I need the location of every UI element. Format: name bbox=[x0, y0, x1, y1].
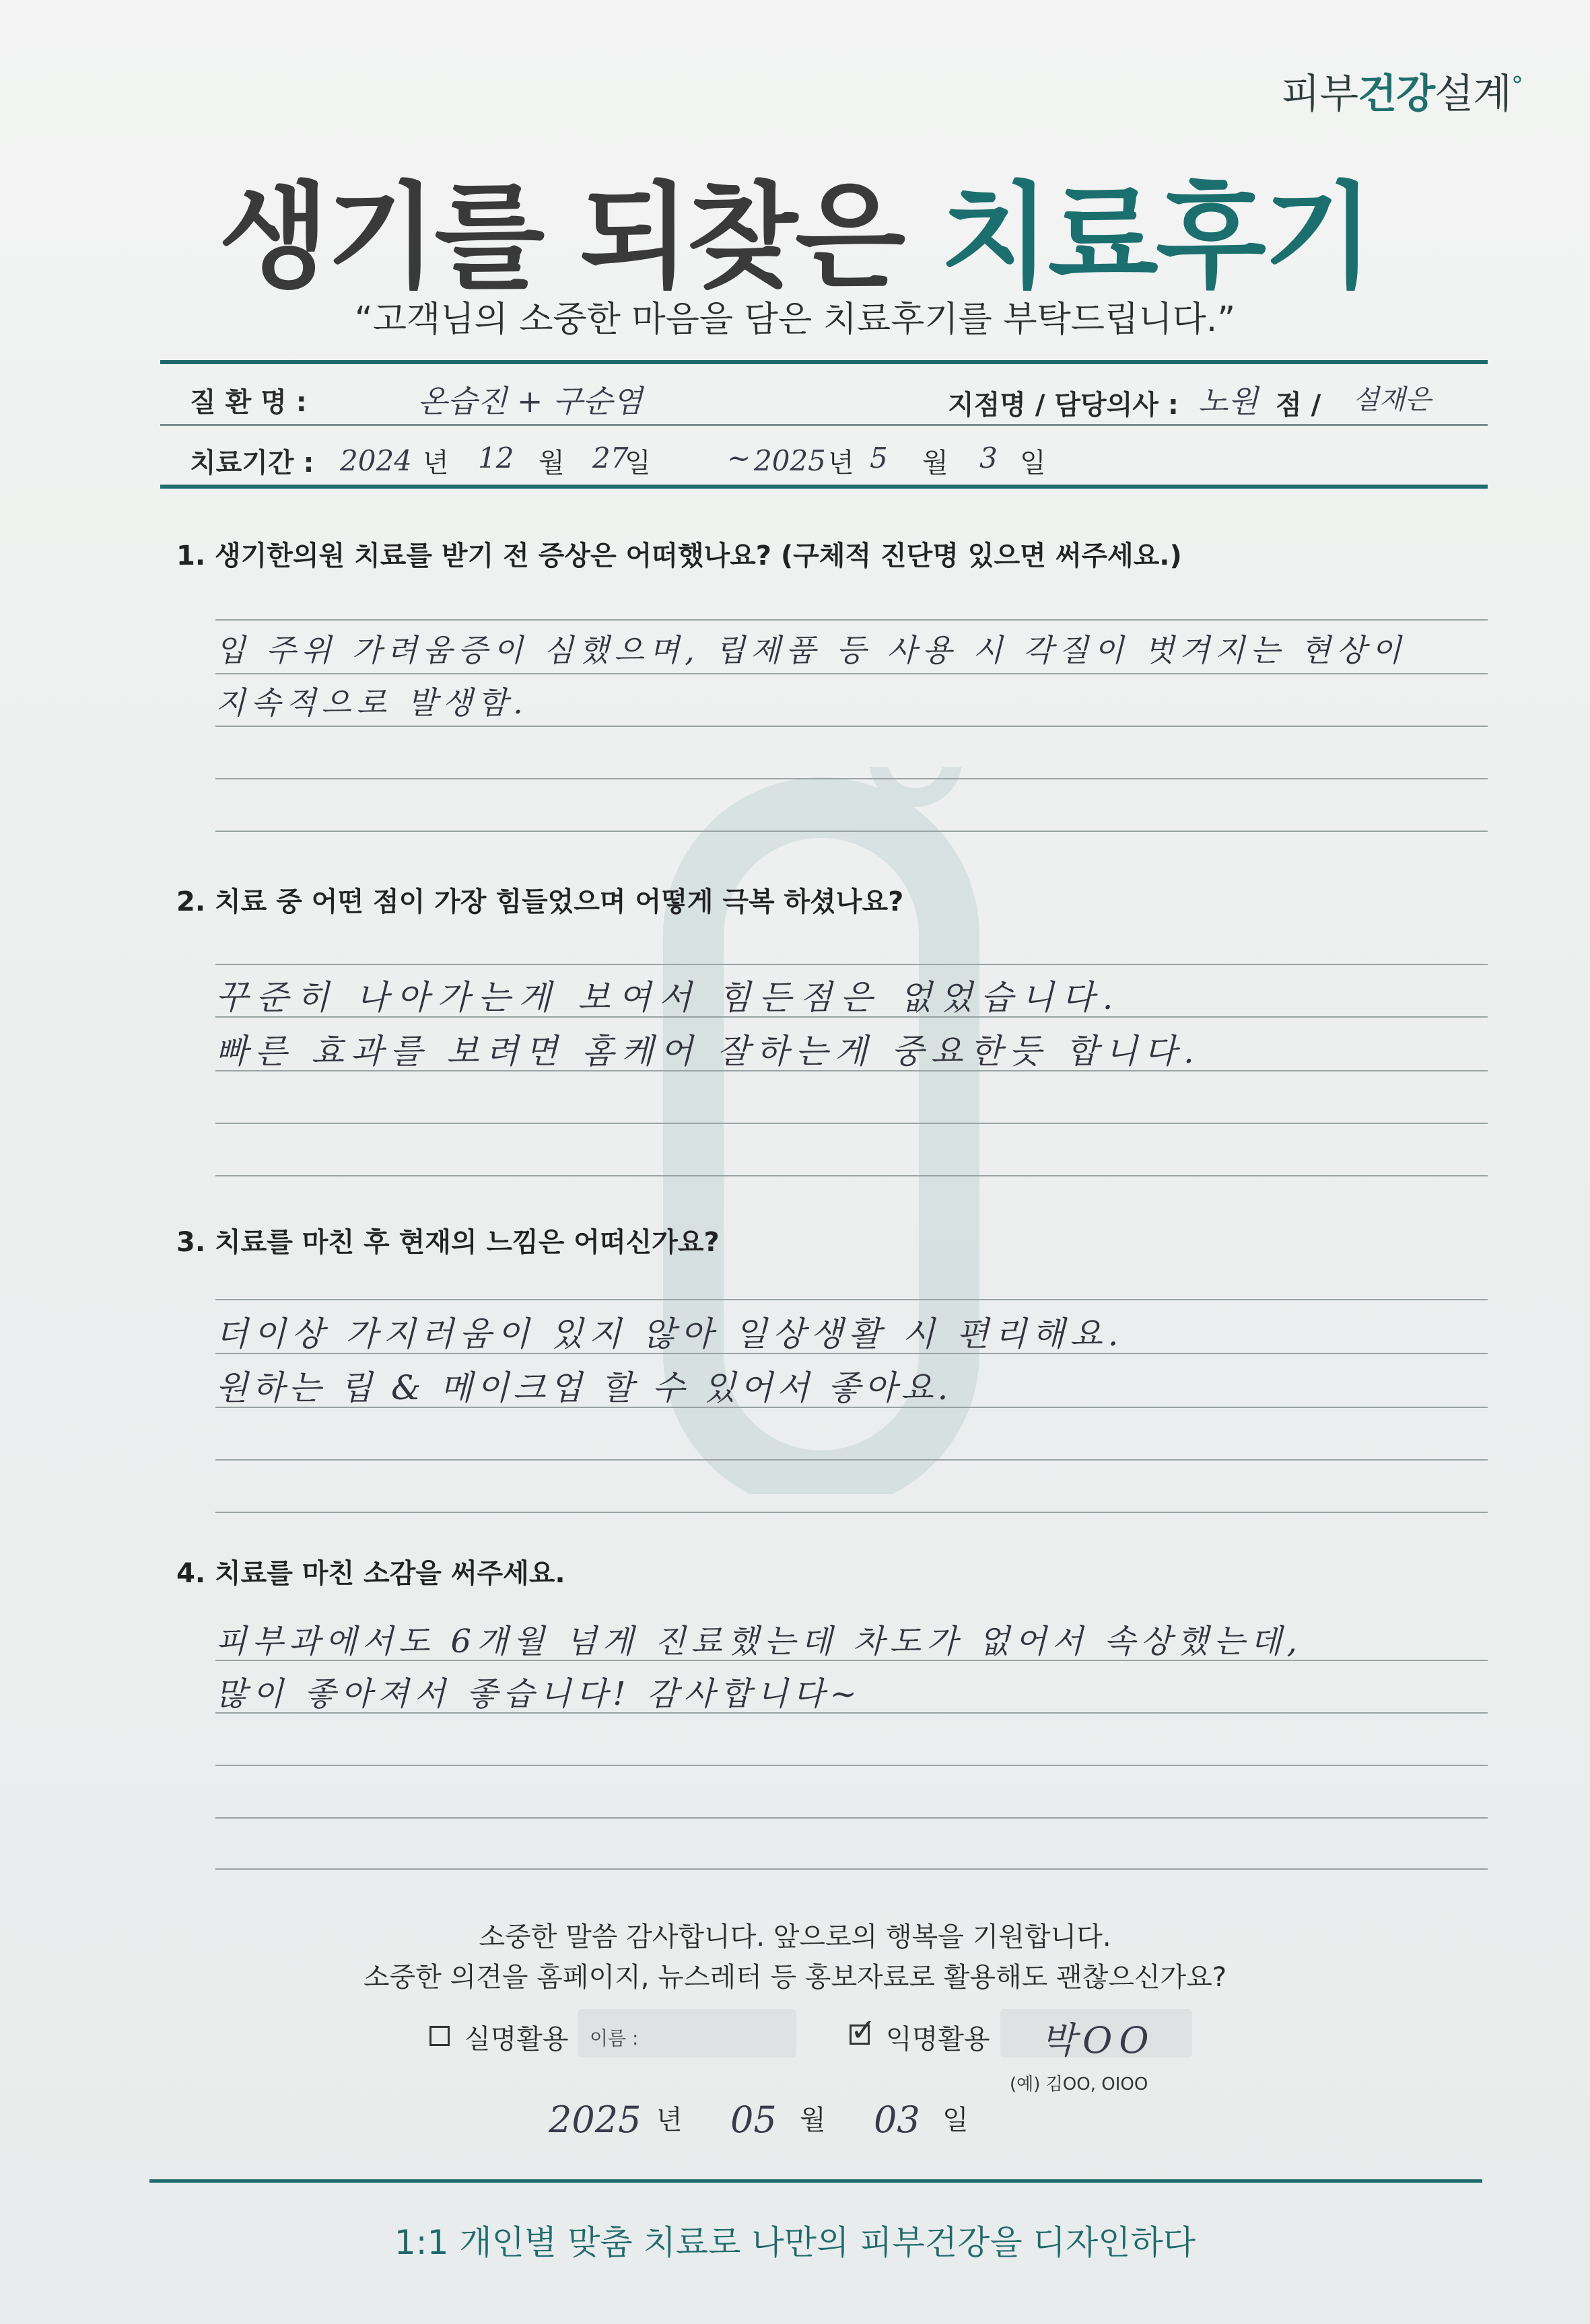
page-title bbox=[0, 145, 1590, 310]
question-2: 2. 치료 중 어떤 점이 가장 힘들었으며 어떻게 극복 하셨나요? bbox=[176, 886, 904, 917]
start-day-unit: 일 bbox=[625, 448, 651, 479]
start-month-unit: 월 bbox=[539, 448, 565, 479]
answer-3-line-2[interactable]: 원하는 립 & 메이크업 할 수 있어서 좋아요. bbox=[215, 1368, 953, 1407]
answer-line bbox=[215, 831, 1488, 832]
footer-rule bbox=[149, 2179, 1482, 2183]
anonymous-label: 익명활용 bbox=[886, 2024, 990, 2055]
end-year-unit: 년 bbox=[828, 448, 854, 479]
brand-part2: 건강 bbox=[1358, 71, 1435, 118]
answer-line bbox=[215, 1175, 1488, 1176]
start-day[interactable]: 27 bbox=[592, 442, 629, 474]
start-year-unit: 년 bbox=[423, 448, 449, 479]
start-year[interactable]: 2024 bbox=[340, 444, 412, 477]
anonymous-checkbox[interactable] bbox=[850, 2024, 870, 2045]
disease-label: 질 환 명 : bbox=[190, 387, 307, 418]
end-year[interactable]: 2025 bbox=[754, 444, 826, 477]
period-tilde: ~ bbox=[727, 442, 751, 474]
answer-3-line-1[interactable]: 더이상 가지러움이 있지 않아 일상생활 시 편리해요. bbox=[215, 1314, 1124, 1353]
answer-line bbox=[215, 964, 1488, 965]
branch-label: 지점명 / 담당의사 : bbox=[948, 390, 1179, 421]
answer-1-line-2[interactable]: 지속적으로 발생함. bbox=[215, 684, 528, 721]
name-example: (예) 김OO, OIOO bbox=[1010, 2074, 1148, 2094]
closing-thanks: 소중한 말씀 감사합니다. 앞으로의 행복을 기원합니다. bbox=[479, 1922, 1111, 1952]
answer-line bbox=[215, 1123, 1488, 1124]
answer-line bbox=[215, 1765, 1488, 1766]
name-field-placeholder: 이름 : bbox=[590, 2027, 639, 2049]
answer-2-line-1[interactable]: 꾸준히 나아가는게 보여서 힘든점은 없었습니다. bbox=[215, 978, 1121, 1017]
anonymous-name-field[interactable] bbox=[1000, 2009, 1192, 2062]
date-month[interactable]: 05 bbox=[730, 2099, 777, 2141]
end-day-unit: 일 bbox=[1020, 448, 1046, 479]
answer-line bbox=[215, 1299, 1488, 1300]
date-year-unit: 년 bbox=[656, 2105, 683, 2136]
question-4: 4. 치료를 마친 소감을 써주세요. bbox=[176, 1558, 565, 1589]
question-3: 3. 치료를 마친 후 현재의 느낌은 어떠신가요? bbox=[176, 1227, 720, 1258]
title-accent: 치료후기 bbox=[940, 171, 1372, 304]
answer-line bbox=[215, 1512, 1488, 1513]
title-main: 생기를 되찾은 bbox=[218, 171, 940, 304]
date-day[interactable]: 03 bbox=[874, 2099, 920, 2141]
branch-value[interactable]: 노원 bbox=[1198, 383, 1258, 419]
end-day[interactable]: 3 bbox=[979, 442, 998, 474]
footer-slogan: 1:1 개인별 맞춤 치료로 나만의 피부건강을 디자인하다 bbox=[394, 2223, 1196, 2262]
date-year[interactable]: 2025 bbox=[549, 2099, 642, 2141]
end-month-unit: 월 bbox=[922, 448, 948, 479]
period-label: 치료기간 : bbox=[190, 448, 314, 479]
brand-logo bbox=[1281, 62, 1523, 120]
date-day-unit: 일 bbox=[942, 2105, 969, 2136]
answer-line bbox=[215, 1459, 1488, 1460]
real-name-label: 실명활용 bbox=[464, 2024, 569, 2055]
answer-1-line-1[interactable]: 입 주위 가려움증이 심했으며, 립제품 등 사용 시 각질이 벗겨지는 현상이 bbox=[215, 632, 1407, 668]
end-month[interactable]: 5 bbox=[870, 442, 888, 474]
branch-suffix: 점 / bbox=[1276, 390, 1321, 421]
closing-consent-question: 소중한 의견을 홈페이지, 뉴스레터 등 홍보자료로 활용해도 괜찮으신가요? bbox=[363, 1962, 1227, 1993]
page-subtitle: “고객님의 소중한 마음을 담은 치료후기를 부탁드립니다.” bbox=[354, 300, 1236, 340]
real-name-checkbox[interactable] bbox=[429, 2026, 450, 2046]
name-field[interactable] bbox=[578, 2009, 796, 2057]
disease-value[interactable]: 온습진 + 구순염 bbox=[417, 383, 643, 419]
brand-part1: 피부 bbox=[1281, 71, 1358, 118]
anonymous-name-value: 박OO bbox=[1041, 2019, 1156, 2062]
brand-mark: ° bbox=[1511, 72, 1523, 100]
answer-line bbox=[215, 1817, 1488, 1819]
header-rule-top bbox=[160, 360, 1488, 364]
date-month-unit: 월 bbox=[800, 2105, 826, 2136]
start-month[interactable]: 12 bbox=[478, 442, 514, 474]
doctor-value[interactable]: 설재은 bbox=[1353, 384, 1431, 415]
brand-part3: 설계 bbox=[1435, 71, 1511, 118]
answer-4-line-1[interactable]: 피부과에서도 6개월 넘게 진료했는데 차도가 없어서 속상했는데, bbox=[215, 1623, 1303, 1660]
answer-line bbox=[215, 1868, 1488, 1870]
question-1: 1. 생기한의원 치료를 받기 전 증상은 어떠했나요? (구체적 진단명 있으면 써주세요.) bbox=[176, 540, 1182, 571]
answer-line bbox=[215, 726, 1488, 727]
header-rule-middle bbox=[160, 424, 1488, 426]
header-rule-bottom bbox=[160, 485, 1488, 489]
answer-line bbox=[215, 673, 1488, 674]
answer-line bbox=[215, 778, 1488, 779]
answer-line bbox=[215, 619, 1488, 621]
answer-2-line-2[interactable]: 빠른 효과를 보려면 홈케어 잘하는게 중요한듯 합니다. bbox=[215, 1032, 1201, 1071]
answer-4-line-2[interactable]: 많이 좋아져서 좋습니다! 감사합니다~ bbox=[215, 1675, 862, 1713]
